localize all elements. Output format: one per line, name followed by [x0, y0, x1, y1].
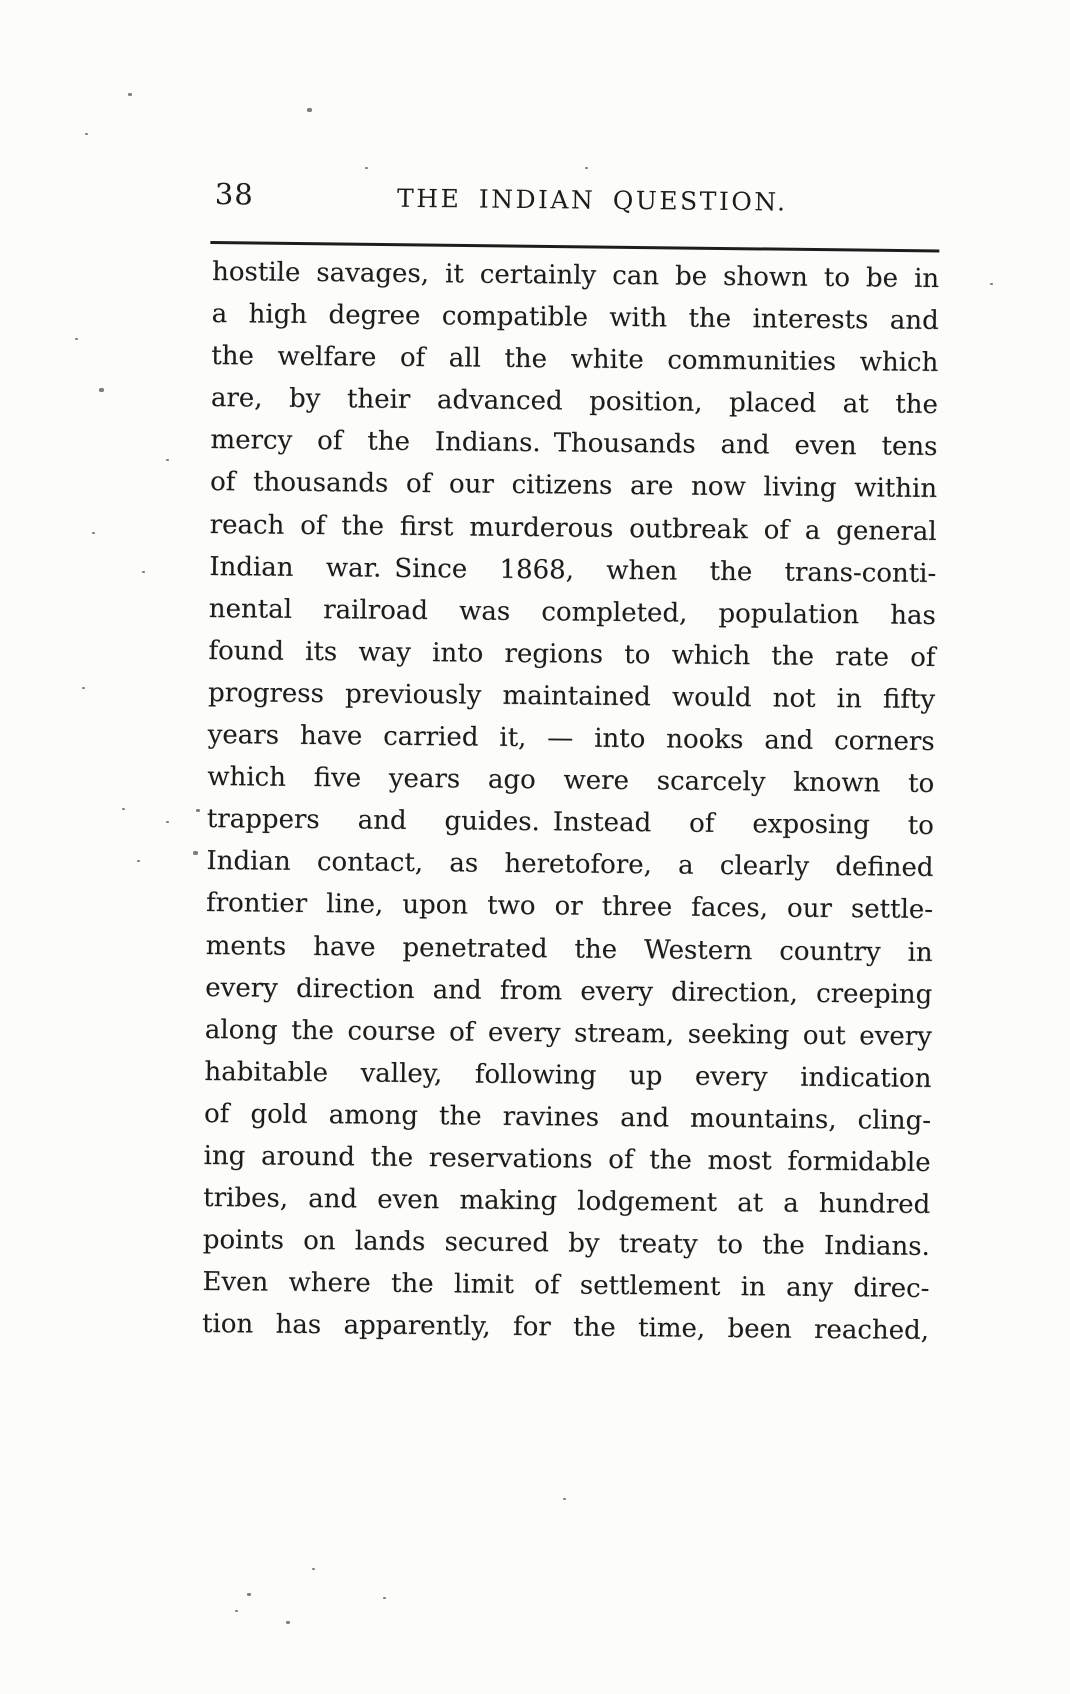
text-line: tribes, and even making lodgement at a hundred: [203, 1183, 931, 1220]
running-title: THE INDIAN QUESTION.: [396, 183, 788, 217]
text-line: mercy of the Indians. Thousands and even tens: [210, 425, 938, 463]
text-line: of thousands of our citizens are now living within: [209, 467, 938, 505]
scan-speck: [585, 167, 588, 169]
scan-speck: [99, 388, 104, 392]
text-line: of gold among the ravines and mountains, cling-: [203, 1098, 932, 1136]
scan-speck: [383, 1597, 386, 1599]
scan-speck: [166, 821, 169, 823]
scan-speck: [75, 338, 78, 340]
scan-speck: [247, 1593, 251, 1596]
page-header: [213, 177, 940, 217]
page-number: 38: [214, 177, 254, 212]
text-line: ing around the reservations of the most formidable: [203, 1140, 931, 1178]
text-line: every direction and from every direction, creeping: [205, 972, 933, 1010]
header-rule: [210, 241, 939, 253]
scan-speck: [128, 93, 132, 96]
scan-speck: [990, 283, 993, 285]
text-line: Even where the limit of settlement in any direc-: [202, 1267, 930, 1305]
text-line: tion has apparently, for the time, been reached,: [201, 1309, 930, 1347]
scan-speck: [196, 809, 200, 812]
text-line: Indian contact, as heretofore, a clearly defined: [206, 846, 934, 884]
scan-speck: [85, 133, 88, 135]
text-line: Indian war. Since 1868, when the trans-conti-: [209, 551, 937, 589]
text-line: progress previously maintained would not in fifty: [207, 677, 936, 715]
scan-speck: [193, 851, 198, 855]
scan-speck: [235, 1610, 238, 1612]
text-line: along the course of every stream, seeking out every: [204, 1014, 932, 1052]
text-line: found its way into regions to which the rate of: [208, 635, 936, 673]
scan-speck: [563, 1498, 566, 1500]
scan-speck: [122, 808, 125, 810]
text-line: are, by their advanced position, placed at the: [210, 383, 939, 421]
text-line: hostile savages, it certainly can be shown to be in: [211, 256, 940, 294]
text-line: frontier line, upon two or three faces, our settle-: [205, 888, 934, 926]
text-line: ments have penetrated the Western country in: [205, 930, 933, 968]
scan-speck: [312, 1568, 315, 1570]
text-line: a high degree compatible with the interests and: [211, 299, 939, 337]
scan-speck: [137, 860, 140, 862]
text-line: reach of the first murderous outbreak of a general: [209, 509, 937, 547]
text-line: points on lands secured by treaty to the Indians.: [202, 1225, 930, 1263]
scan-speck: [307, 108, 312, 112]
text-line: the welfare of all the white communities which: [211, 341, 939, 379]
body-text: [202, 251, 939, 1352]
text-line: nental railroad was completed, population has: [208, 593, 936, 631]
text-line: years have carried it, — into nooks and corners: [207, 720, 935, 757]
text-line: which five years ago were scarcely known to: [207, 762, 935, 800]
scan-speck: [286, 1621, 290, 1624]
scan-speck: [166, 459, 169, 461]
scan-speck: [365, 167, 368, 169]
scan-speck: [142, 571, 145, 573]
page-content: [201, 177, 940, 1347]
text-line: trappers and guides. Instead of exposing to: [206, 804, 934, 842]
text-line: habitable valley, following up every indication: [204, 1056, 932, 1094]
scan-speck: [92, 532, 95, 534]
scan-speck: [82, 687, 85, 689]
